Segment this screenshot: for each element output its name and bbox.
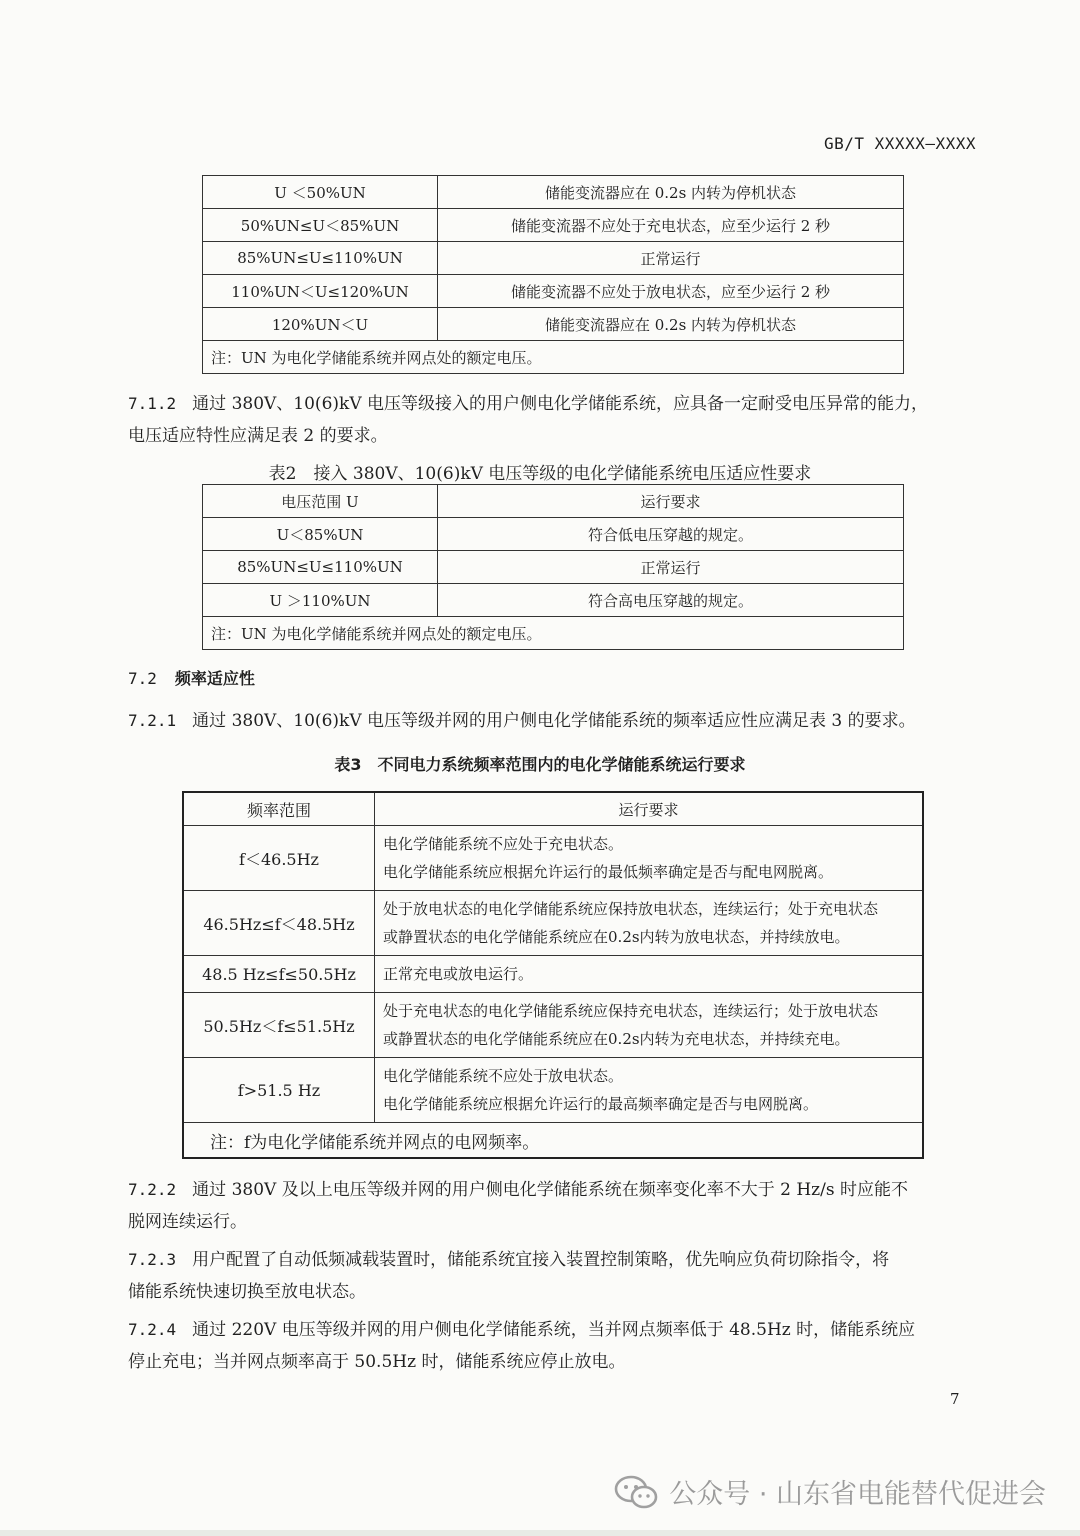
table-row [203,518,904,551]
range-cell: f>51.5 Hz [183,1058,375,1123]
table-row [183,891,923,956]
range-cell: 85%UN≤U≤110%UN [203,551,438,584]
clause-text: 通过 380V、10(6)kV 电压等级接入的用户侧电化学储能系统，应具备一定耐受电压异常的能力， [192,394,928,414]
range-cell: 120%UN＜U [203,308,438,341]
clause-number: 7.2.4 [128,1320,177,1339]
requirement-cell: 正常运行 [438,551,904,584]
requirement-line: 正常充电或放电运行。 [383,965,534,983]
requirement-cell: 符合低电压穿越的规定。 [438,518,904,551]
table-row [203,275,904,308]
range-cell: U ＞110%UN [203,584,438,617]
table-row [203,176,904,209]
requirement-cell [375,993,924,1058]
requirement-line: 电化学储能系统不应处于放电状态。 [383,1067,624,1085]
column-header: 频率范围 [183,792,375,826]
requirement-cell: 储能变流器不应处于充电状态，应至少运行 2 秒 [438,209,904,242]
clause-text: 停止充电；当并网点频率高于 50.5Hz 时，储能系统应停止放电。 [128,1352,626,1372]
range-cell: U＜85%UN [203,518,438,551]
table-note: 注：f为电化学储能系统并网点的电网频率。 [183,1123,923,1159]
clause-7-1-2 [128,388,980,452]
clause-number: 7.2.3 [128,1250,177,1269]
watermark-text: 公众号 · 山东省电能替代促进会 [669,1479,1046,1510]
table-header-row [183,792,923,826]
clause-number: 7.2.1 [128,711,177,730]
table-row [183,956,923,993]
requirement-cell: 正常运行 [438,242,904,275]
column-header: 运行要求 [438,485,904,518]
requirement-line: 或静置状态的电化学储能系统应在0.2s内转为放电状态，并持续放电。 [383,928,850,946]
range-cell: 50%UN≤U＜85%UN [203,209,438,242]
clause-text: 通过 220V 电压等级并网的用户侧电化学储能系统，当并网点频率低于 48.5Hz 时，储能系统应 [192,1320,916,1340]
voltage-table-1 [202,175,904,374]
requirement-line: 处于放电状态的电化学储能系统应保持放电状态，连续运行；处于充电状态 [383,900,879,918]
requirement-cell: 储能变流器应在 0.2s 内转为停机状态 [438,176,904,209]
requirement-line: 电化学储能系统应根据允许运行的最低频率确定是否与配电网脱离。 [383,863,834,881]
requirement-cell [375,826,924,891]
table-row [183,993,923,1058]
table-row [203,551,904,584]
clause-number: 7.1.2 [128,394,177,413]
requirement-cell: 储能变流器不应处于放电状态，应至少运行 2 秒 [438,275,904,308]
doc-code: GB/T XXXXX—XXXX [824,134,976,153]
requirement-cell: 符合高电压穿越的规定。 [438,584,904,617]
table-row [203,584,904,617]
requirement-line: 电化学储能系统应根据允许运行的最高频率确定是否与电网脱离。 [383,1095,819,1113]
table-note: 注：UN 为电化学储能系统并网点处的额定电压。 [203,341,904,374]
table-row [203,242,904,275]
requirement-line: 或静置状态的电化学储能系统应在0.2s内转为充电状态，并持续充电。 [383,1030,850,1048]
section-number: 7.2 [128,669,157,688]
clause-7-2-2 [128,1174,980,1238]
clause-number: 7.2.2 [128,1180,177,1199]
table-row [203,308,904,341]
page-number: 7 [950,1390,960,1408]
range-cell: 110%UN＜U≤120%UN [203,275,438,308]
clause-7-2-4 [128,1314,980,1378]
clause-7-2-3 [128,1244,980,1308]
range-cell: 50.5Hz＜f≤51.5Hz [183,993,375,1058]
column-header: 电压范围 U [203,485,438,518]
requirement-cell [375,1058,924,1123]
table-row [203,209,904,242]
requirement-cell [375,956,924,993]
clause-text: 通过 380V 及以上电压等级并网的用户侧电化学储能系统在频率变化率不大于 2 Hz/s 时应能不 [192,1180,908,1200]
table-note-row [203,617,904,650]
clause-text: 电压适应特性应满足表 2 的要求。 [128,426,388,446]
section-7-2-heading [128,666,255,689]
clause-text: 用户配置了自动低频减载装置时，储能系统宜接入装置控制策略，优先响应负荷切除指令，将 [192,1250,890,1270]
clause-text: 储能系统快速切换至放电状态。 [128,1282,366,1302]
section-title: 频率适应性 [174,669,255,688]
range-cell: 85%UN≤U≤110%UN [203,242,438,275]
requirement-cell [375,891,924,956]
range-cell: 46.5Hz≤f＜48.5Hz [183,891,375,956]
table-3-caption: 表3 不同电力系统频率范围内的电化学储能系统运行要求 [334,755,746,774]
table-header-row [203,485,904,518]
table-row [183,826,923,891]
clause-7-2-1 [128,705,980,737]
clause-text: 脱网连续运行。 [128,1212,247,1232]
table-row [183,1058,923,1123]
range-cell: U ＜50%UN [203,176,438,209]
table-note: 注：UN 为电化学储能系统并网点处的额定电压。 [203,617,904,650]
voltage-table-2 [202,484,904,650]
watermark [613,1472,1046,1511]
range-cell: 48.5 Hz≤f≤50.5Hz [183,956,375,993]
requirement-cell: 储能变流器应在 0.2s 内转为停机状态 [438,308,904,341]
frequency-table [182,791,924,1159]
range-cell: f＜46.5Hz [183,826,375,891]
column-header: 运行要求 [375,792,924,826]
requirement-line: 处于充电状态的电化学储能系统应保持充电状态，连续运行；处于放电状态 [383,1002,879,1020]
table-2-caption: 表2 接入 380V、10(6)kV 电压等级的电化学储能系统电压适应性要求 [268,464,812,484]
wechat-icon [613,1474,659,1510]
table-note-row [183,1123,923,1159]
bottom-bar [0,1530,1080,1536]
table-note-row [203,341,904,374]
clause-text: 通过 380V、10(6)kV 电压等级并网的用户侧电化学储能系统的频率适应性应满足表 3 的要求。 [192,711,916,731]
requirement-line: 电化学储能系统不应处于充电状态。 [383,835,624,853]
